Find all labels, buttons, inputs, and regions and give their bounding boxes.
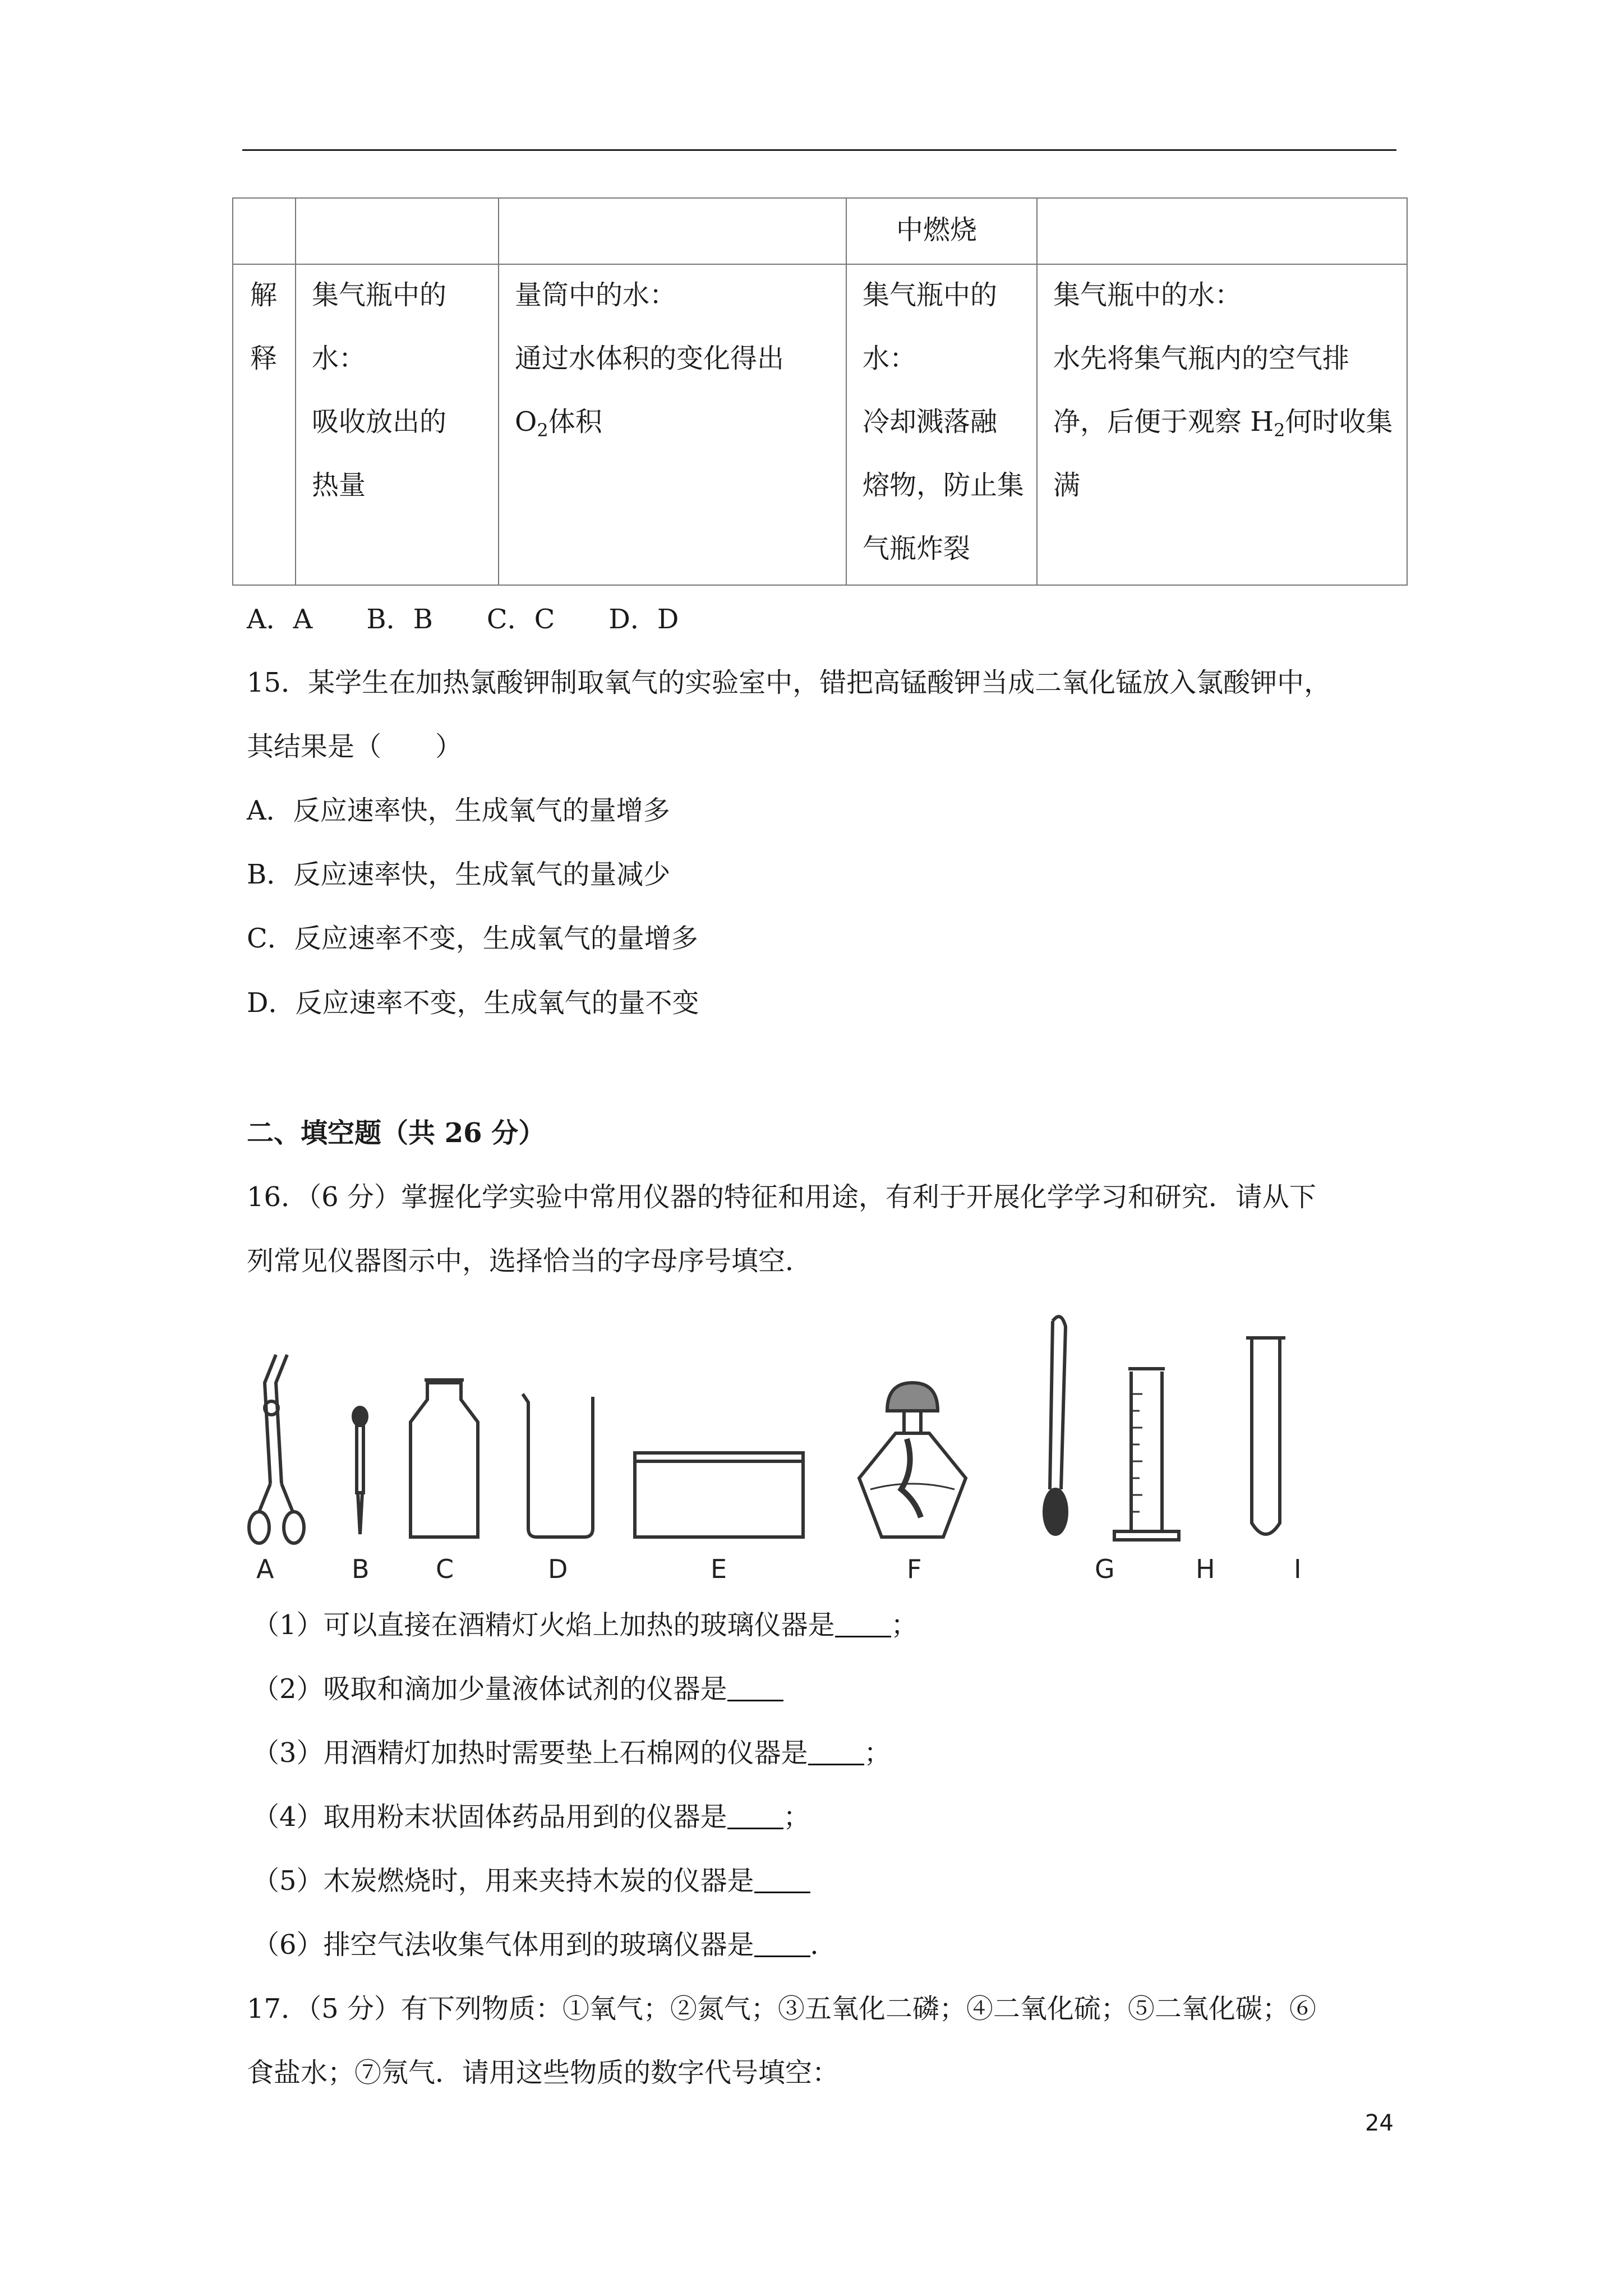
- figure-label-d: D: [548, 1554, 568, 1584]
- table-divider: [846, 199, 847, 585]
- figure-label-c: C: [436, 1554, 454, 1584]
- q16-stem: 16．（6 分）掌握化学实验中常用仪器的特征和用途，有利于开展化学学习和研究．请从下: [247, 1181, 1316, 1213]
- q16-item: [252, 1736, 891, 1770]
- cell-line: 水：: [863, 343, 917, 374]
- label-line: 解: [250, 279, 278, 311]
- cell-text: O: [515, 406, 537, 438]
- instrument-drawing: [242, 1299, 1336, 1551]
- answer-blank: [727, 1805, 783, 1829]
- alcohol-lamp-icon: [859, 1383, 966, 1537]
- q16-item: [252, 1800, 810, 1834]
- subscript: 2: [1274, 420, 1285, 441]
- section-title: 二、填空题（共 26 分）: [247, 1117, 546, 1149]
- q16-item-text: （4）取用粉末状固体药品用到的仪器是: [252, 1801, 727, 1833]
- table-cell-col4: [1053, 264, 1393, 517]
- q16-item-text: （5）木炭燃烧时，用来夹持木炭的仪器是: [252, 1865, 754, 1897]
- cell-line: 满: [1053, 470, 1081, 501]
- q16-item-tail: ；: [864, 1737, 891, 1769]
- subscript: 2: [537, 420, 548, 441]
- q16-item-text: （1）可以直接在酒精灯火焰上加热的玻璃仪器是: [252, 1609, 835, 1641]
- q16-item-tail: ．: [810, 1929, 837, 1961]
- q16-item: [252, 1928, 837, 1962]
- cell-line: 集气瓶中的: [863, 279, 998, 311]
- q16-item-text: （2）吸取和滴加少量液体试剂的仪器是: [252, 1673, 727, 1705]
- q15-option-b: B．反应速率快，生成氧气的量减少: [247, 859, 671, 890]
- figure-label-e: E: [711, 1554, 727, 1584]
- q16-stem: 列常见仪器图示中，选择恰当的字母序号填空．: [247, 1245, 813, 1277]
- q16-item-tail: ；: [891, 1609, 918, 1641]
- experiment-table: [232, 197, 1408, 586]
- cell-line: 集气瓶中的: [312, 279, 447, 311]
- answer-blank: [727, 1677, 783, 1701]
- q17-stem: 食盐水；⑦氖气．请用这些物质的数字代号填空：: [247, 2057, 840, 2088]
- table-divider: [295, 199, 296, 585]
- graduated-cylinder-icon: [1114, 1369, 1179, 1540]
- cell-line: 量筒中的水：: [515, 279, 677, 311]
- q16-item: [252, 1608, 918, 1642]
- cell-line: 气瓶炸裂: [863, 533, 971, 564]
- crucible-tongs-icon: [249, 1355, 304, 1543]
- instrument-figure: [242, 1299, 1336, 1590]
- test-tube-icon: [1246, 1338, 1285, 1534]
- q16-item-text: （3）用酒精灯加热时需要垫上石棉网的仪器是: [252, 1737, 808, 1769]
- q15-option-a: A．反应速率快，生成氧气的量增多: [247, 795, 670, 826]
- cell-line: [1053, 390, 1393, 454]
- page-number: 24: [1365, 2110, 1394, 2136]
- cell-line: 热量: [312, 470, 366, 501]
- q15-stem: 其结果是（ ）: [247, 731, 463, 762]
- cell-line: 冷却溅落融: [863, 406, 998, 438]
- q16-item: [252, 1864, 810, 1898]
- table-cell-col1: [312, 264, 446, 517]
- figure-label-g: G: [1095, 1554, 1115, 1584]
- cell-text: 体积: [548, 406, 602, 438]
- cell-text: 净，后便于观察 H: [1053, 406, 1274, 438]
- header-rule: [242, 149, 1396, 151]
- figure-label-i: I: [1294, 1554, 1302, 1584]
- answer-blank: [835, 1613, 891, 1637]
- cell-text: 何时收集: [1285, 406, 1393, 438]
- q16-item-text: （6）排空气法收集气体用到的玻璃仪器是: [252, 1929, 754, 1961]
- answer-blank: [754, 1869, 810, 1893]
- table-divider: [1036, 199, 1038, 585]
- q15-option-d: D．反应速率不变，生成氧气的量不变: [247, 987, 699, 1019]
- cell-line: 集气瓶中的水：: [1053, 279, 1242, 311]
- figure-label-h: H: [1196, 1554, 1215, 1584]
- reagent-bottle-icon: [411, 1380, 478, 1537]
- cell-line: 水：: [312, 343, 366, 374]
- figure-label-b: B: [352, 1554, 370, 1584]
- beaker-icon: [523, 1394, 593, 1537]
- dropper-icon: [353, 1407, 367, 1534]
- answer-blank: [808, 1741, 864, 1765]
- cell-line: 吸收放出的: [312, 406, 447, 438]
- figure-label-a: A: [256, 1554, 274, 1584]
- table-divider: [498, 199, 499, 585]
- q16-item-tail: ；: [783, 1801, 810, 1833]
- table-cell-top: 中燃烧: [896, 214, 978, 246]
- q17-stem: 17．（5 分）有下列物质：①氧气；②氮气；③五氧化二磷；④二氧化硫；⑤二氧化碳；⑥: [247, 1993, 1316, 2024]
- table-cell-col2: [515, 264, 784, 454]
- medicine-spoon-icon: [1044, 1317, 1067, 1534]
- table-cell-col3: [863, 264, 1024, 581]
- table-row-label: [250, 264, 277, 390]
- water-trough-icon: [635, 1453, 803, 1537]
- figure-label-f: F: [907, 1554, 922, 1584]
- q15-stem: 15．某学生在加热氯酸钾制取氧气的实验室中，错把高锰酸钾当成二氧化锰放入氯酸钾中，: [247, 667, 1331, 698]
- q14-options: A．A B．B C．C D．D: [247, 604, 679, 635]
- label-line: 释: [250, 343, 278, 374]
- cell-line: 熔物，防止集: [863, 470, 1025, 501]
- cell-line: 水先将集气瓶内的空气排: [1053, 343, 1350, 374]
- q15-option-c: C．反应速率不变，生成氧气的量增多: [247, 923, 698, 954]
- cell-line: [515, 390, 784, 454]
- q16-item: [252, 1672, 783, 1706]
- answer-blank: [754, 1933, 810, 1957]
- cell-line: 通过水体积的变化得出: [515, 343, 785, 374]
